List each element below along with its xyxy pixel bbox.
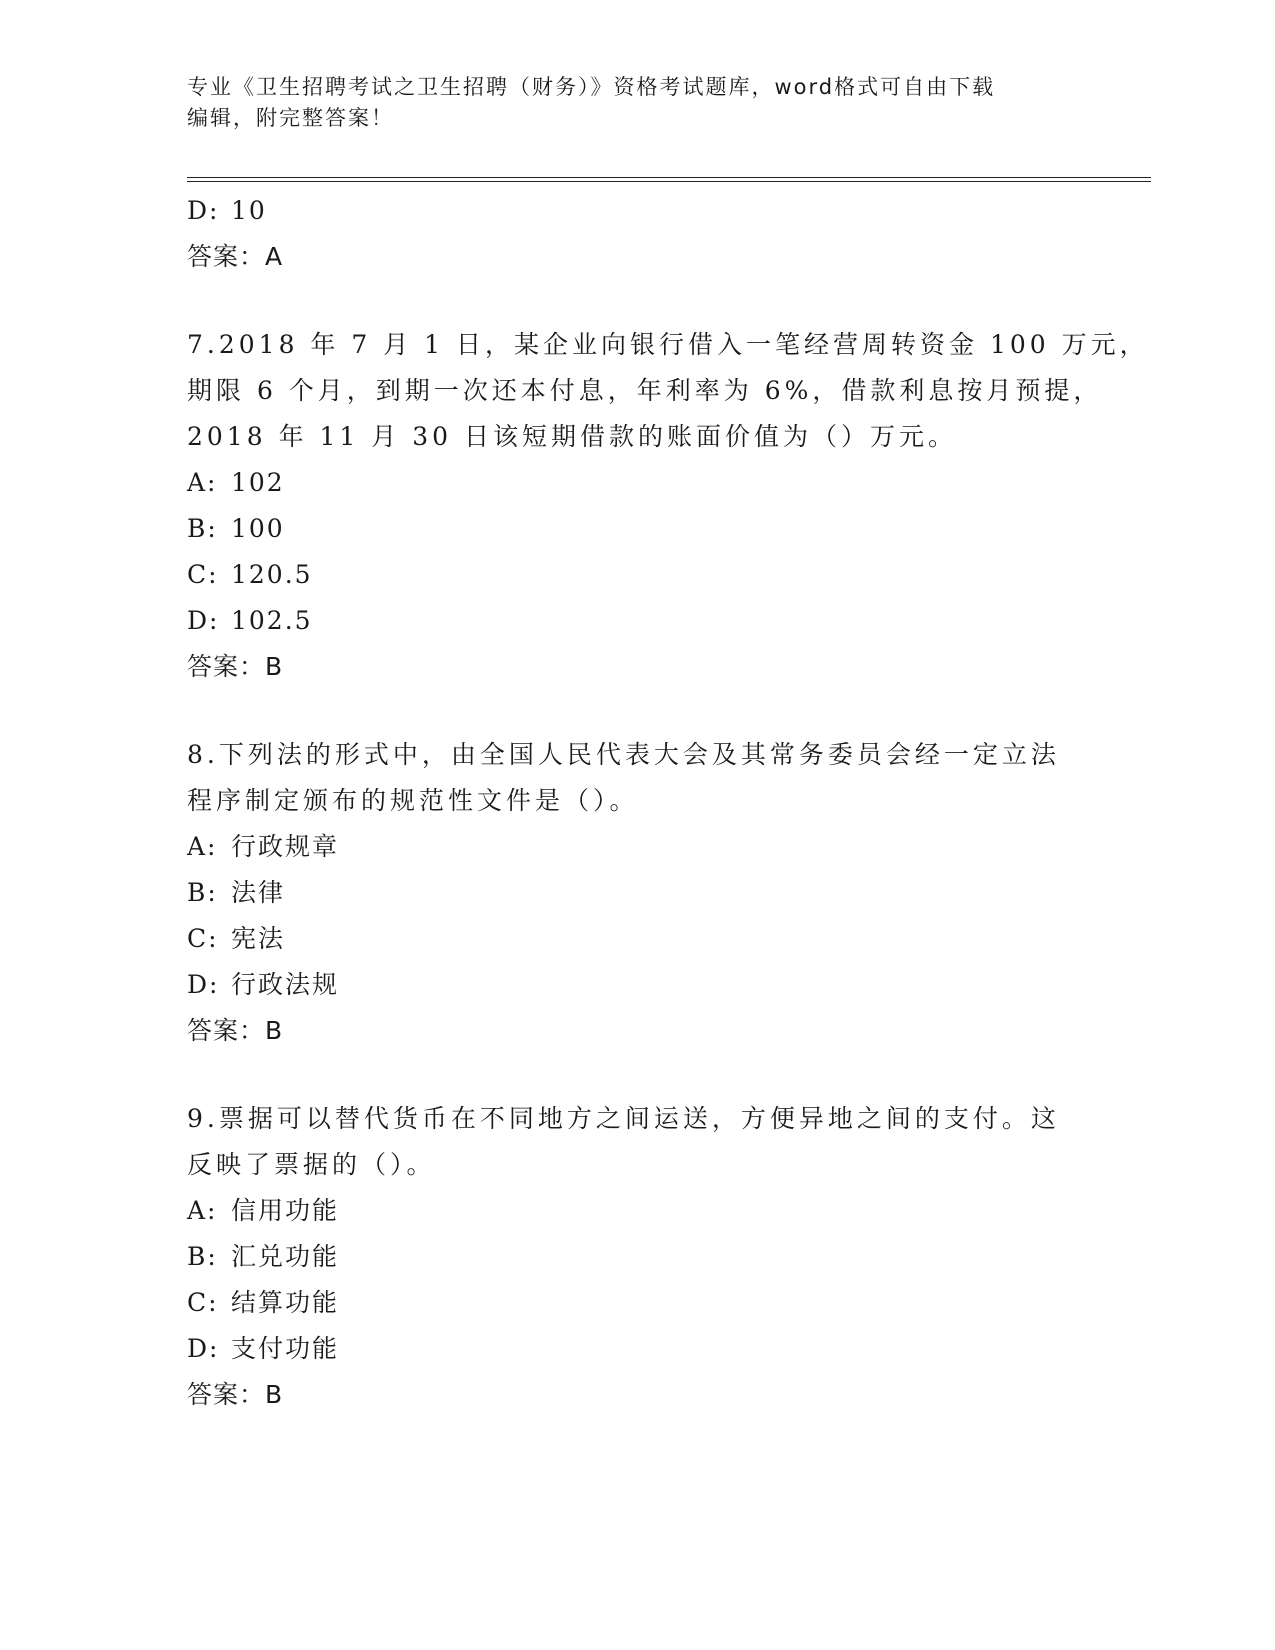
header-line-2: 编辑，附完整答案！ [187, 106, 394, 130]
option-label: B: [187, 514, 218, 543]
option-text: 信用功能 [231, 1196, 340, 1225]
question-list [187, 188, 1149, 1418]
question-8-text [187, 732, 1087, 824]
header-line-1: 专业《卫生招聘考试之卫生招聘（财务）》资格考试题库，word格式可自由下载 [187, 75, 996, 99]
question-8-option-b [187, 870, 1087, 916]
question-line: 程序制定颁布的规范性文件是（）。 [187, 786, 639, 815]
option-text: 宪法 [231, 924, 286, 953]
option-label: C: [187, 924, 219, 953]
question-7-option-c [187, 552, 1087, 598]
question-line: 7.2018 年 7 月 1 日，某企业向银行借入一笔经营周转资金 100 万元， [187, 330, 1149, 359]
question-line: 期限 6 个月，到期一次还本付息，年利率为 6%，借款利息按月预提， [187, 376, 1103, 405]
question-7-text [187, 322, 1149, 460]
question-9-option-b [187, 1234, 1087, 1280]
option-d [187, 188, 1087, 234]
option-text: 102.5 [231, 606, 313, 635]
question-7-answer: 答案：B [187, 652, 284, 681]
question-line: 2018 年 11 月 30 日该短期借款的账面价值为（）万元。 [187, 422, 957, 451]
question-8-option-d [187, 962, 1087, 1008]
question-9-text [187, 1096, 1087, 1188]
question-line: 9.票据可以替代货币在不同地方之间运送，方便异地之间的支付。这 [187, 1104, 1060, 1133]
question-line: 8.下列法的形式中，由全国人民代表大会及其常务委员会经一定立法 [187, 740, 1060, 769]
question-8-option-c [187, 916, 1087, 962]
question-9-answer: 答案：B [187, 1380, 284, 1409]
answer-line: 答案：A [187, 242, 284, 271]
option-text: 102 [231, 468, 285, 497]
option-text: 120.5 [231, 560, 313, 589]
question-7-option-b [187, 506, 1087, 552]
option-text: 结算功能 [231, 1288, 340, 1317]
option-text: 10 [231, 196, 267, 225]
option-label: A: [187, 1196, 218, 1225]
option-label: B: [187, 878, 218, 907]
question-line: 反映了票据的（）。 [187, 1150, 436, 1179]
document-header [187, 72, 1067, 134]
option-label: D: [187, 970, 220, 999]
header-divider-top [187, 177, 1151, 178]
option-text: 汇兑功能 [231, 1242, 340, 1271]
question-9-option-c [187, 1280, 1087, 1326]
question-9-option-d [187, 1326, 1087, 1372]
question-8-option-a [187, 824, 1087, 870]
header-divider-bottom [187, 181, 1151, 182]
option-label: D: [187, 1334, 220, 1363]
option-label: B: [187, 1242, 218, 1271]
option-label: C: [187, 560, 219, 589]
option-label: A: [187, 832, 218, 861]
option-label: D: [187, 606, 220, 635]
option-text: 100 [231, 514, 285, 543]
question-8-answer: 答案：B [187, 1016, 284, 1045]
option-text: 支付功能 [231, 1334, 340, 1363]
question-7-option-a [187, 460, 1087, 506]
option-text: 行政法规 [231, 970, 340, 999]
option-label: A: [187, 468, 218, 497]
option-text: 法律 [231, 878, 286, 907]
question-9-option-a [187, 1188, 1087, 1234]
question-7-option-d [187, 598, 1087, 644]
option-label: D: [187, 196, 220, 225]
option-label: C: [187, 1288, 219, 1317]
option-text: 行政规章 [231, 832, 340, 861]
